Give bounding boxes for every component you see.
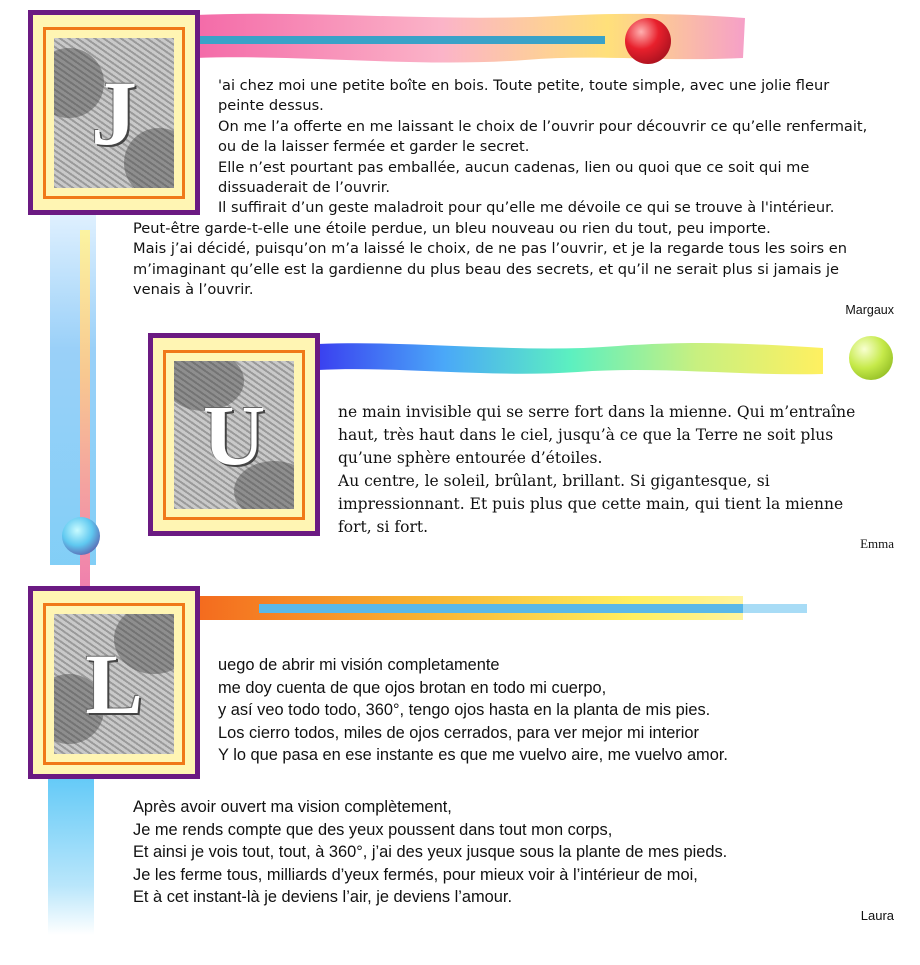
- text-line: dissuaderait de l’ouvrir.: [218, 179, 391, 197]
- initial-frame-j: [28, 10, 200, 215]
- blue-sphere-decor: [62, 517, 100, 555]
- author-signature: Margaux: [845, 303, 894, 317]
- text-line: ne main invisible qui se serre fort dans la mienne. Qui m’entraîne: [338, 403, 856, 421]
- text-line: fort, si fort.: [338, 518, 429, 536]
- initial-frame-inner: [43, 603, 185, 765]
- text-line: Mais j’ai décidé, puisqu’on m’a laissé le choix, de ne pas l’ouvrir, et je la regarde tous les soirs en: [133, 240, 847, 258]
- initial-frame-inner: [163, 350, 305, 520]
- initial-tile-u: [174, 361, 294, 509]
- swoosh-decor-bottom: [195, 592, 807, 622]
- text-line: impressionnant. Et puis plus que cette main, qui tient la mienne: [338, 495, 844, 513]
- initial-letter-j: J: [91, 62, 137, 164]
- text-line: m’imaginant qu’elle est la gardienne du plus beau des secrets, et qu’il ne serait plus si jamais je: [133, 260, 840, 278]
- green-sphere-decor: [849, 336, 893, 380]
- text-line: qu’une sphère entourée d’étoiles.: [338, 449, 603, 467]
- text-line: Je les ferme tous, milliards d’yeux fermés, pour mieux voir à l’intérieur de moi,: [133, 865, 698, 884]
- text-line: y así veo todo todo, 360°, tengo ojos hasta en la planta de mis pies.: [218, 701, 711, 720]
- text-line: Et ainsi je vois tout, tout, à 360°, j’ai des yeux jusque sous la plante de mes pieds.: [133, 843, 728, 862]
- text-line: Il suffirait d’un geste maladroit pour qu’elle me dévoile ce qui se trouve à l'intérieur.: [218, 199, 835, 217]
- swoosh-decor-rainbow: [318, 340, 823, 378]
- initial-letter-l: L: [85, 636, 143, 732]
- text-line: Après avoir ouvert ma vision complètement,: [133, 798, 452, 816]
- text-line: On me l’a offerte en me laissant le choix de l’ouvrir pour découvrir ce qu’elle renfermait,: [218, 117, 868, 135]
- initial-letter-u: U: [202, 387, 266, 483]
- text-block-margaux-full: [133, 219, 898, 301]
- author-signature: Emma: [860, 536, 894, 551]
- text-line: Au centre, le soleil, brûlant, brillant. Si gigantesque, si: [338, 472, 770, 490]
- text-line: Je me rends compte que des yeux poussent dans tout mon corps,: [133, 820, 613, 839]
- text-line: venais à l’ouvrir.: [133, 281, 254, 299]
- initial-frame-l: [28, 586, 200, 779]
- initial-frame-u: [148, 333, 320, 536]
- initial-tile-l: [54, 614, 174, 754]
- text-line: 'ai chez moi une petite boîte en bois. Toute petite, toute simple, avec une jolie fleur: [218, 77, 830, 94]
- text-line: Et à cet instant-là je deviens l’air, je deviens l’amour.: [133, 888, 513, 907]
- red-sphere-decor: [625, 18, 671, 64]
- text-block-laura-spanish: [218, 654, 898, 767]
- text-line: Y lo que pasa en ese instante es que me vuelvo aire, me vuelvo amor.: [218, 746, 728, 765]
- text-line: Elle n’est pourtant pas emballée, aucun cadenas, lien ou quoi que ce soit qui me: [218, 158, 810, 176]
- text-block-laura-french: [133, 796, 898, 909]
- author-signature: Laura: [860, 908, 894, 923]
- text-line: uego de abrir mi visión completamente: [218, 656, 500, 674]
- text-line: haut, très haut dans le ciel, jusqu’à ce que la Terre ne soit plus: [338, 426, 834, 444]
- text-line: Peut-être garde-t-elle une étoile perdue, un bleu nouveau ou rien du tout, peu importe.: [133, 220, 771, 237]
- text-line: Los cierro todos, miles de ojos cerrados, para ver mejor mi interior: [218, 723, 699, 742]
- initial-tile-j: [54, 38, 174, 188]
- text-line: me doy cuenta de que ojos brotan en todo mi cuerpo,: [218, 678, 607, 697]
- initial-frame-inner: [43, 27, 185, 199]
- text-block-emma: [338, 401, 894, 539]
- text-block-margaux-indented: [218, 76, 898, 219]
- text-line: ou de la laisser fermée et garder le secret.: [218, 138, 530, 156]
- text-line: peinte dessus.: [218, 97, 324, 115]
- vertical-decor-bar-bottom: [48, 770, 94, 935]
